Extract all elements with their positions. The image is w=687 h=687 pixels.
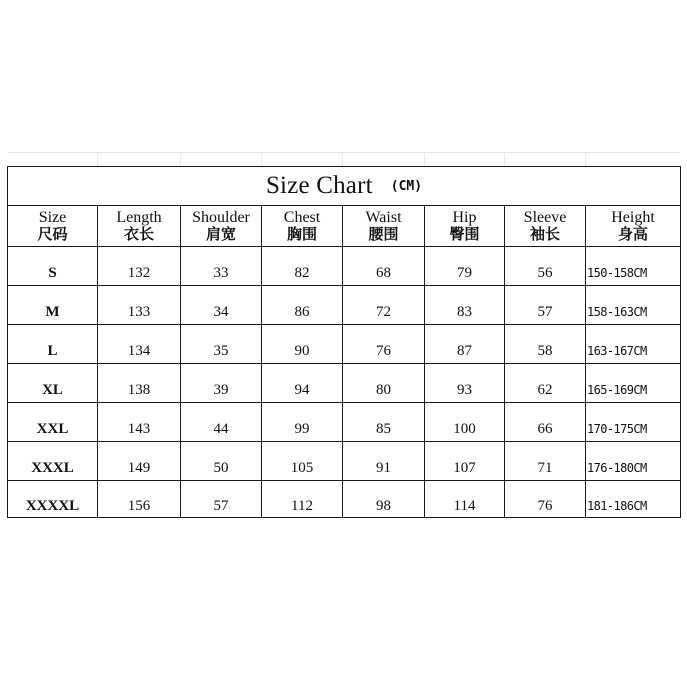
table-cell-shoulder: 44: [181, 403, 262, 442]
column-header-size: [8, 206, 98, 247]
table-row: [8, 286, 681, 325]
column-header-zh: 臀围: [449, 225, 480, 243]
table-cell-size: XL: [8, 364, 98, 403]
table-body: [8, 247, 681, 518]
column-header-zh: 衣长: [123, 225, 154, 243]
table-cell-chest: 112: [262, 481, 343, 518]
table-cell-length: 132: [98, 247, 181, 286]
column-header-en: Height: [611, 209, 655, 226]
column-header-en: Size: [38, 209, 67, 226]
faint-tick: [97, 152, 98, 166]
table-row: [8, 442, 681, 481]
table-cell-length: 133: [98, 286, 181, 325]
table-cell-chest: 82: [262, 247, 343, 286]
table-cell-length: 149: [98, 442, 181, 481]
table-cell-shoulder: 35: [181, 325, 262, 364]
table-cell-length: 143: [98, 403, 181, 442]
column-header-zh: 腰围: [368, 225, 399, 243]
table-cell-length: 138: [98, 364, 181, 403]
table-row: [8, 403, 681, 442]
table-cell-waist: 91: [343, 442, 425, 481]
column-header-en: Sleeve: [523, 209, 567, 226]
table-cell-hip: 83: [425, 286, 505, 325]
table-cell-size: XXXL: [8, 442, 98, 481]
table-row: [8, 364, 681, 403]
column-header-en: Shoulder: [192, 209, 250, 226]
table-cell-shoulder: 34: [181, 286, 262, 325]
table-cell-height: 163-167CM: [586, 325, 681, 364]
chart-unit: (CM): [390, 179, 423, 194]
table-cell-length: 134: [98, 325, 181, 364]
table-cell-height: 176-180CM: [586, 442, 681, 481]
table-cell-chest: 90: [262, 325, 343, 364]
table-cell-sleeve: 57: [505, 286, 586, 325]
column-header-zh: 袖长: [529, 225, 560, 243]
column-header-height: [586, 206, 681, 247]
table-cell-size: XXL: [8, 403, 98, 442]
column-header-en: Chest: [283, 209, 321, 226]
faint-tick: [261, 152, 262, 166]
table-cell-shoulder: 57: [181, 481, 262, 518]
chart-title-cell: [8, 167, 681, 206]
table-row: [8, 325, 681, 364]
table-cell-size: M: [8, 286, 98, 325]
table-cell-sleeve: 76: [505, 481, 586, 518]
table-cell-chest: 86: [262, 286, 343, 325]
table-cell-waist: 80: [343, 364, 425, 403]
chart-title: Size Chart: [265, 172, 373, 199]
table-cell-size: S: [8, 247, 98, 286]
column-header-zh: 身高: [618, 225, 649, 243]
table-cell-hip: 100: [425, 403, 505, 442]
table-cell-waist: 68: [343, 247, 425, 286]
column-header-zh: 肩宽: [205, 225, 236, 243]
faint-tick: [180, 152, 181, 166]
size-chart-table: [7, 166, 681, 518]
column-header-zh: 胸围: [286, 225, 317, 243]
table-cell-waist: 85: [343, 403, 425, 442]
table-cell-shoulder: 33: [181, 247, 262, 286]
table-cell-size: L: [8, 325, 98, 364]
table-cell-waist: 98: [343, 481, 425, 518]
table-cell-sleeve: 56: [505, 247, 586, 286]
table-cell-shoulder: 50: [181, 442, 262, 481]
table-cell-sleeve: 58: [505, 325, 586, 364]
table-cell-height: 181-186CM: [586, 481, 681, 518]
table-cell-waist: 76: [343, 325, 425, 364]
column-header-en: Length: [116, 209, 162, 226]
column-header-hip: [425, 206, 505, 247]
faint-tick: [585, 152, 586, 166]
table-cell-size: XXXXL: [8, 481, 98, 518]
table-cell-hip: 107: [425, 442, 505, 481]
column-header-sleeve: [505, 206, 586, 247]
column-header-shoulder: [181, 206, 262, 247]
table-cell-chest: 94: [262, 364, 343, 403]
header-row: [8, 206, 681, 247]
table-cell-length: 156: [98, 481, 181, 518]
table-cell-height: 150-158CM: [586, 247, 681, 286]
table-cell-shoulder: 39: [181, 364, 262, 403]
column-header-waist: [343, 206, 425, 247]
table-cell-chest: 105: [262, 442, 343, 481]
column-header-length: [98, 206, 181, 247]
faint-tick: [342, 152, 343, 166]
table-cell-hip: 93: [425, 364, 505, 403]
table-cell-chest: 99: [262, 403, 343, 442]
faint-tick: [504, 152, 505, 166]
table-cell-height: 158-163CM: [586, 286, 681, 325]
table-cell-sleeve: 66: [505, 403, 586, 442]
table-cell-hip: 114: [425, 481, 505, 518]
title-row: [8, 167, 681, 206]
table-cell-height: 170-175CM: [586, 403, 681, 442]
column-header-chest: [262, 206, 343, 247]
table-cell-sleeve: 71: [505, 442, 586, 481]
column-header-zh: 尺码: [37, 225, 68, 243]
table-row: [8, 481, 681, 518]
table-cell-waist: 72: [343, 286, 425, 325]
faint-top-rule: [8, 152, 680, 153]
table-cell-hip: 87: [425, 325, 505, 364]
table-row: [8, 247, 681, 286]
table-cell-sleeve: 62: [505, 364, 586, 403]
faint-tick: [424, 152, 425, 166]
table-cell-hip: 79: [425, 247, 505, 286]
table-cell-height: 165-169CM: [586, 364, 681, 403]
column-header-en: Hip: [452, 209, 477, 226]
column-header-en: Waist: [365, 209, 402, 226]
